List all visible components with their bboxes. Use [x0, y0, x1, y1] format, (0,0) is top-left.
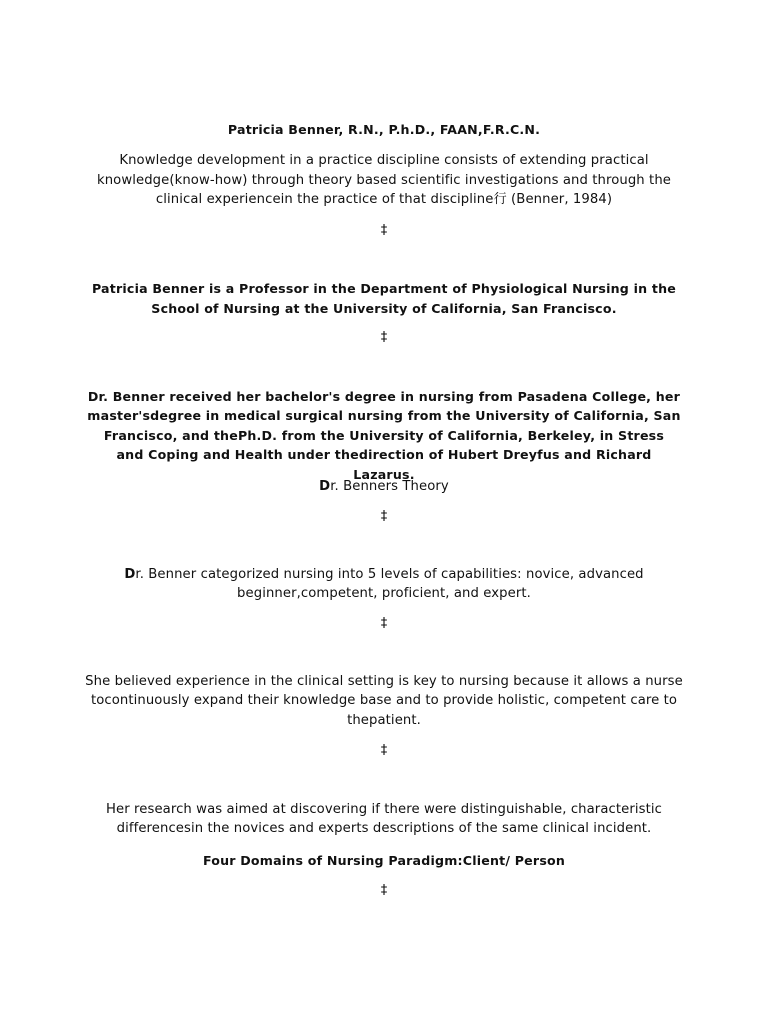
experience-line-3: thepatient. — [347, 713, 421, 728]
page-title: Patricia Benner, R.N., P.h.D., FAAN,F.R.C.N. — [227, 122, 541, 137]
domains-heading: Four Domains of Nursing Paradigm:Client/ Person — [202, 853, 566, 868]
experience-line-2: tocontinuously expand their knowledge base and to provide holistic, competent care to — [90, 693, 678, 708]
professor-line-1: Patricia Benner is a Professor in the Department of Physiological Nursing in the — [91, 281, 677, 296]
research-line-1: Her research was aimed at discovering if there were distinguishable, characteristic — [106, 802, 662, 817]
levels-line-1 — [84, 565, 684, 585]
education-line-2: master'sdegree in medical surgical nursing from the University of California, San — [87, 408, 681, 423]
education-line-4: and Coping and Health under thedirection of Hubert Dreyfus and Richard Lazarus. — [116, 447, 652, 482]
education-line-1: Dr. Benner received her bachelor's degree in nursing from Pasadena College, her — [87, 389, 681, 404]
separator-4: ‡ — [380, 616, 388, 631]
levels-line-2: beginner,competent, proficient, and expert. — [237, 586, 531, 601]
theory-heading-initial: D — [319, 479, 331, 494]
quote-line-2: knowledge(know-how) through theory based scientific investigations and through the — [96, 173, 672, 188]
quote-line-1: Knowledge development in a practice discipline consists of extending practical — [119, 153, 649, 168]
theory-heading-text: r. Benners Theory — [330, 479, 449, 494]
separator-3: ‡ — [380, 509, 388, 524]
levels-line-1-text: r. Benner categorized nursing into 5 levels of capabilities: novice, advanced — [135, 567, 644, 582]
professor-line-2: School of Nursing at the University of California, San Francisco. — [151, 301, 617, 316]
education-line-3: Francisco, and thePh.D. from the University of California, Berkeley, in Stress — [103, 428, 665, 443]
separator-6: ‡ — [380, 883, 388, 898]
separator-2: ‡ — [380, 330, 388, 345]
levels-initial: D — [124, 567, 136, 582]
theory-heading — [84, 477, 684, 497]
separator-5: ‡ — [380, 743, 388, 758]
quote-line-3: clinical experiencein the practice of that discipline行 (Benner, 1984) — [155, 192, 613, 207]
research-line-2: differencesin the novices and experts descriptions of the same clinical incident. — [116, 821, 652, 836]
experience-line-1: She believed experience in the clinical setting is key to nursing because it allows a nurse — [85, 674, 683, 689]
separator-1: ‡ — [380, 223, 388, 238]
